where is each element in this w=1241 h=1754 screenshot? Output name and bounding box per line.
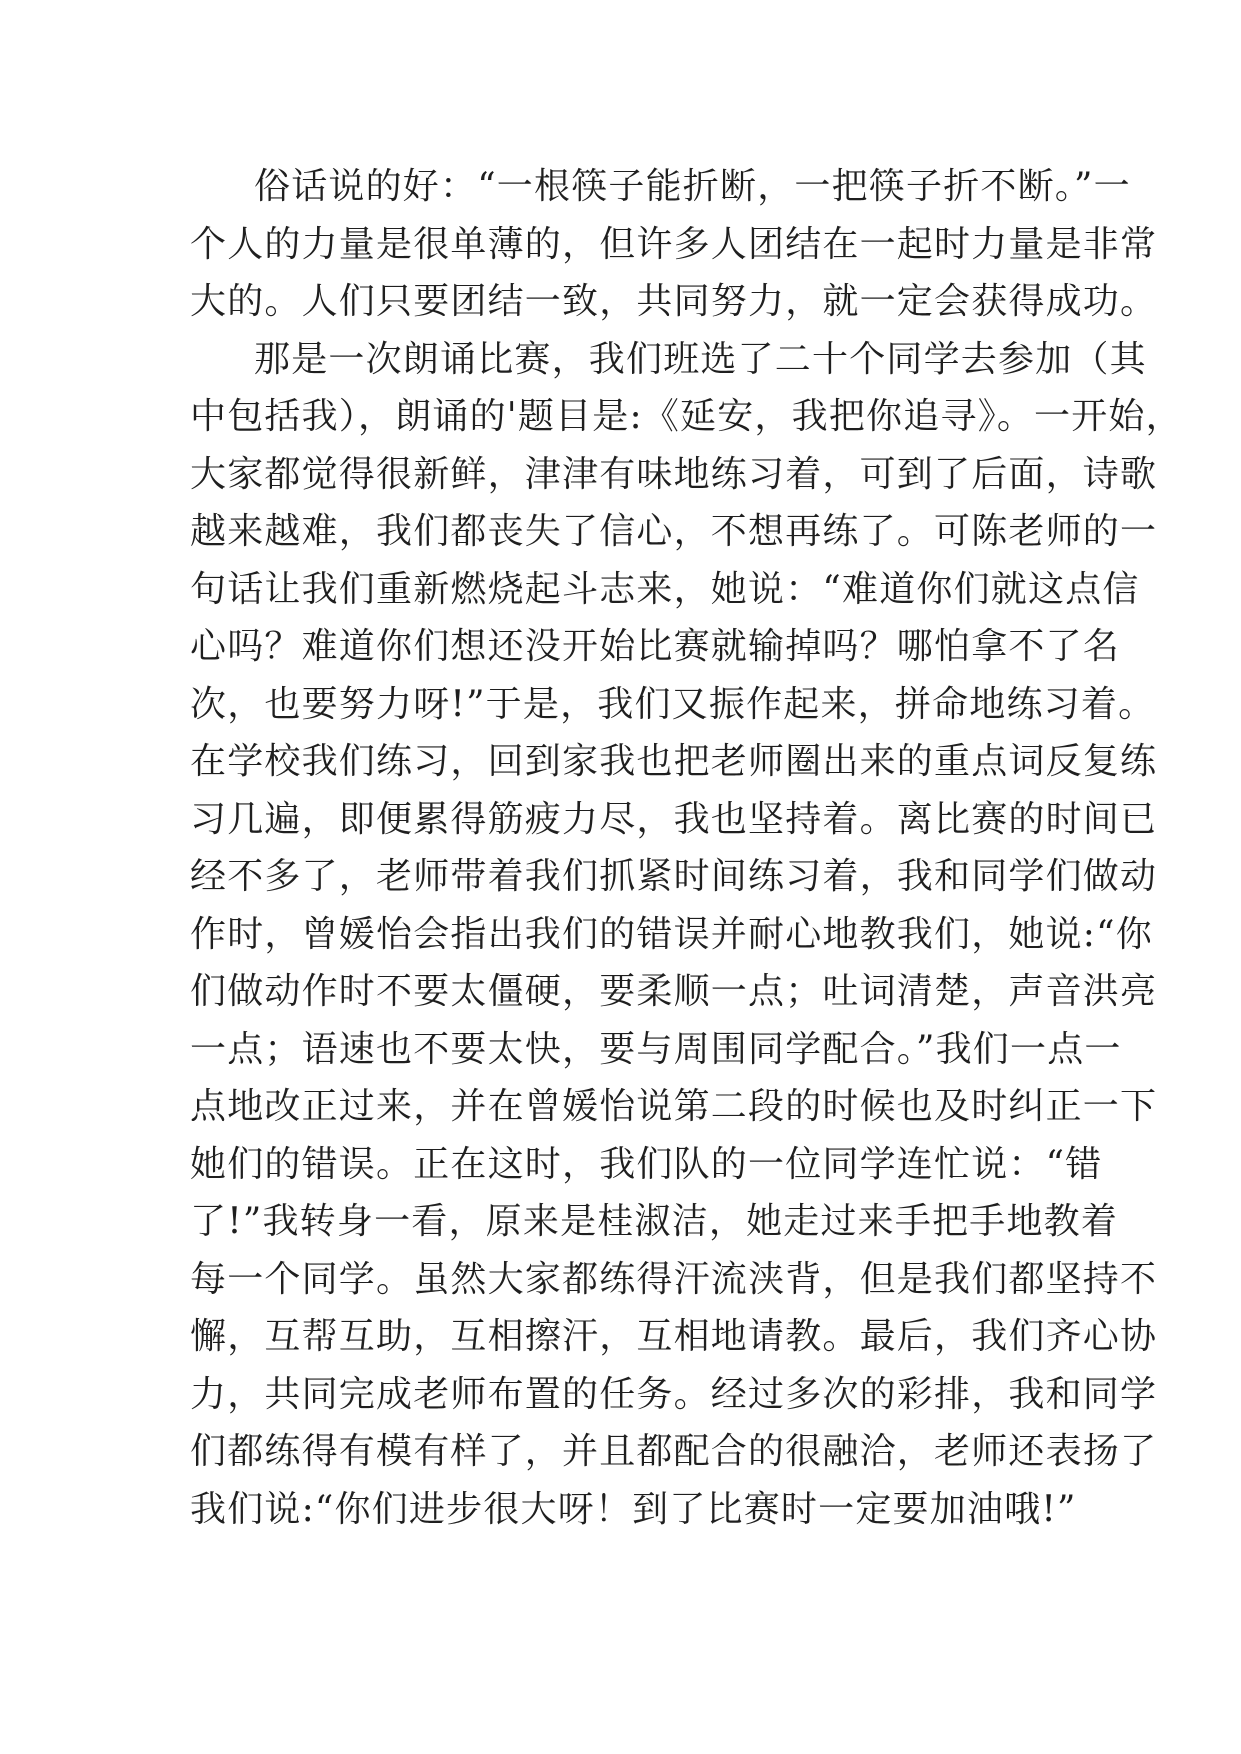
text-line: 她们的错误。正在这时，我们队的一位同学连忙说：“错 (190, 1143, 1103, 1185)
text-line: 了!”我转身一看，原来是桂淑洁，她走过来手把手地教着 (190, 1201, 1119, 1242)
text-line: 大的。人们只要团结一致，共同努力，就一定会获得成功。 (190, 281, 1158, 322)
text-line: 我们说:“你们进步很大呀！到了比赛时一定要加油哦!” (190, 1488, 1077, 1530)
text-line: 中包括我），朗诵的'题目是:《延安，我把你追寻》。一开始， (190, 396, 1183, 437)
text-line: 一点；语速也不要太快，要与周围同学配合。”我们一点一 (190, 1028, 1122, 1070)
text-line: 那是一次朗诵比赛，我们班选了二十个同学去参加（其 (254, 338, 1147, 380)
text-line: 点地改正过来，并在曾媛怡说第二段的时候也及时纠正一下 (190, 1086, 1158, 1127)
text-line: 作时，曾媛怡会指出我们的错误并耐心地教我们，她说:“你 (190, 913, 1153, 955)
text-line: 在学校我们练习，回到家我也把老师圈出来的重点词反复练 (190, 741, 1158, 782)
text-line: 句话让我们重新燃烧起斗志来，她说：“难道你们就这点信 (190, 568, 1140, 610)
text-line: 次，也要努力呀!”于是，我们又振作起来，拼命地练习着。 (190, 683, 1156, 725)
text-line: 们做动作时不要太僵硬，要柔顺一点；吐词清楚，声音洪亮 (190, 971, 1158, 1012)
text-line: 越来越难，我们都丧失了信心，不想再练了。可陈老师的一 (190, 511, 1158, 552)
text-line: 俗话说的好：“一根筷子能折断，一把筷子折不断。”一 (254, 166, 1131, 207)
text-line: 经不多了，老师带着我们抓紧时间练习着，我和同学们做动 (190, 856, 1158, 897)
text-line: 习几遍，即便累得筋疲力尽，我也坚持着。离比赛的时间已 (190, 798, 1158, 840)
text-line: 懈，互帮互助，互相擦汗，互相地请教。最后，我们齐心协 (190, 1316, 1158, 1357)
text-line: 大家都觉得很新鲜，津津有味地练习着，可到了后面，诗歌 (190, 453, 1158, 495)
text-line: 每一个同学。虽然大家都练得汗流浃背，但是我们都坚持不 (190, 1258, 1158, 1300)
text-line: 力，共同完成老师布置的任务。经过多次的彩排，我和同学 (190, 1373, 1158, 1415)
text-line: 心吗？难道你们想还没开始比赛就输掉吗？哪怕拿不了名 (190, 626, 1121, 667)
text-line: 个人的力量是很单薄的，但许多人团结在一起时力量是非常 (190, 223, 1158, 265)
text-line: 们都练得有模有样了，并且都配合的很融洽，老师还表扬了 (190, 1431, 1158, 1472)
document-body (190, 158, 1183, 1538)
